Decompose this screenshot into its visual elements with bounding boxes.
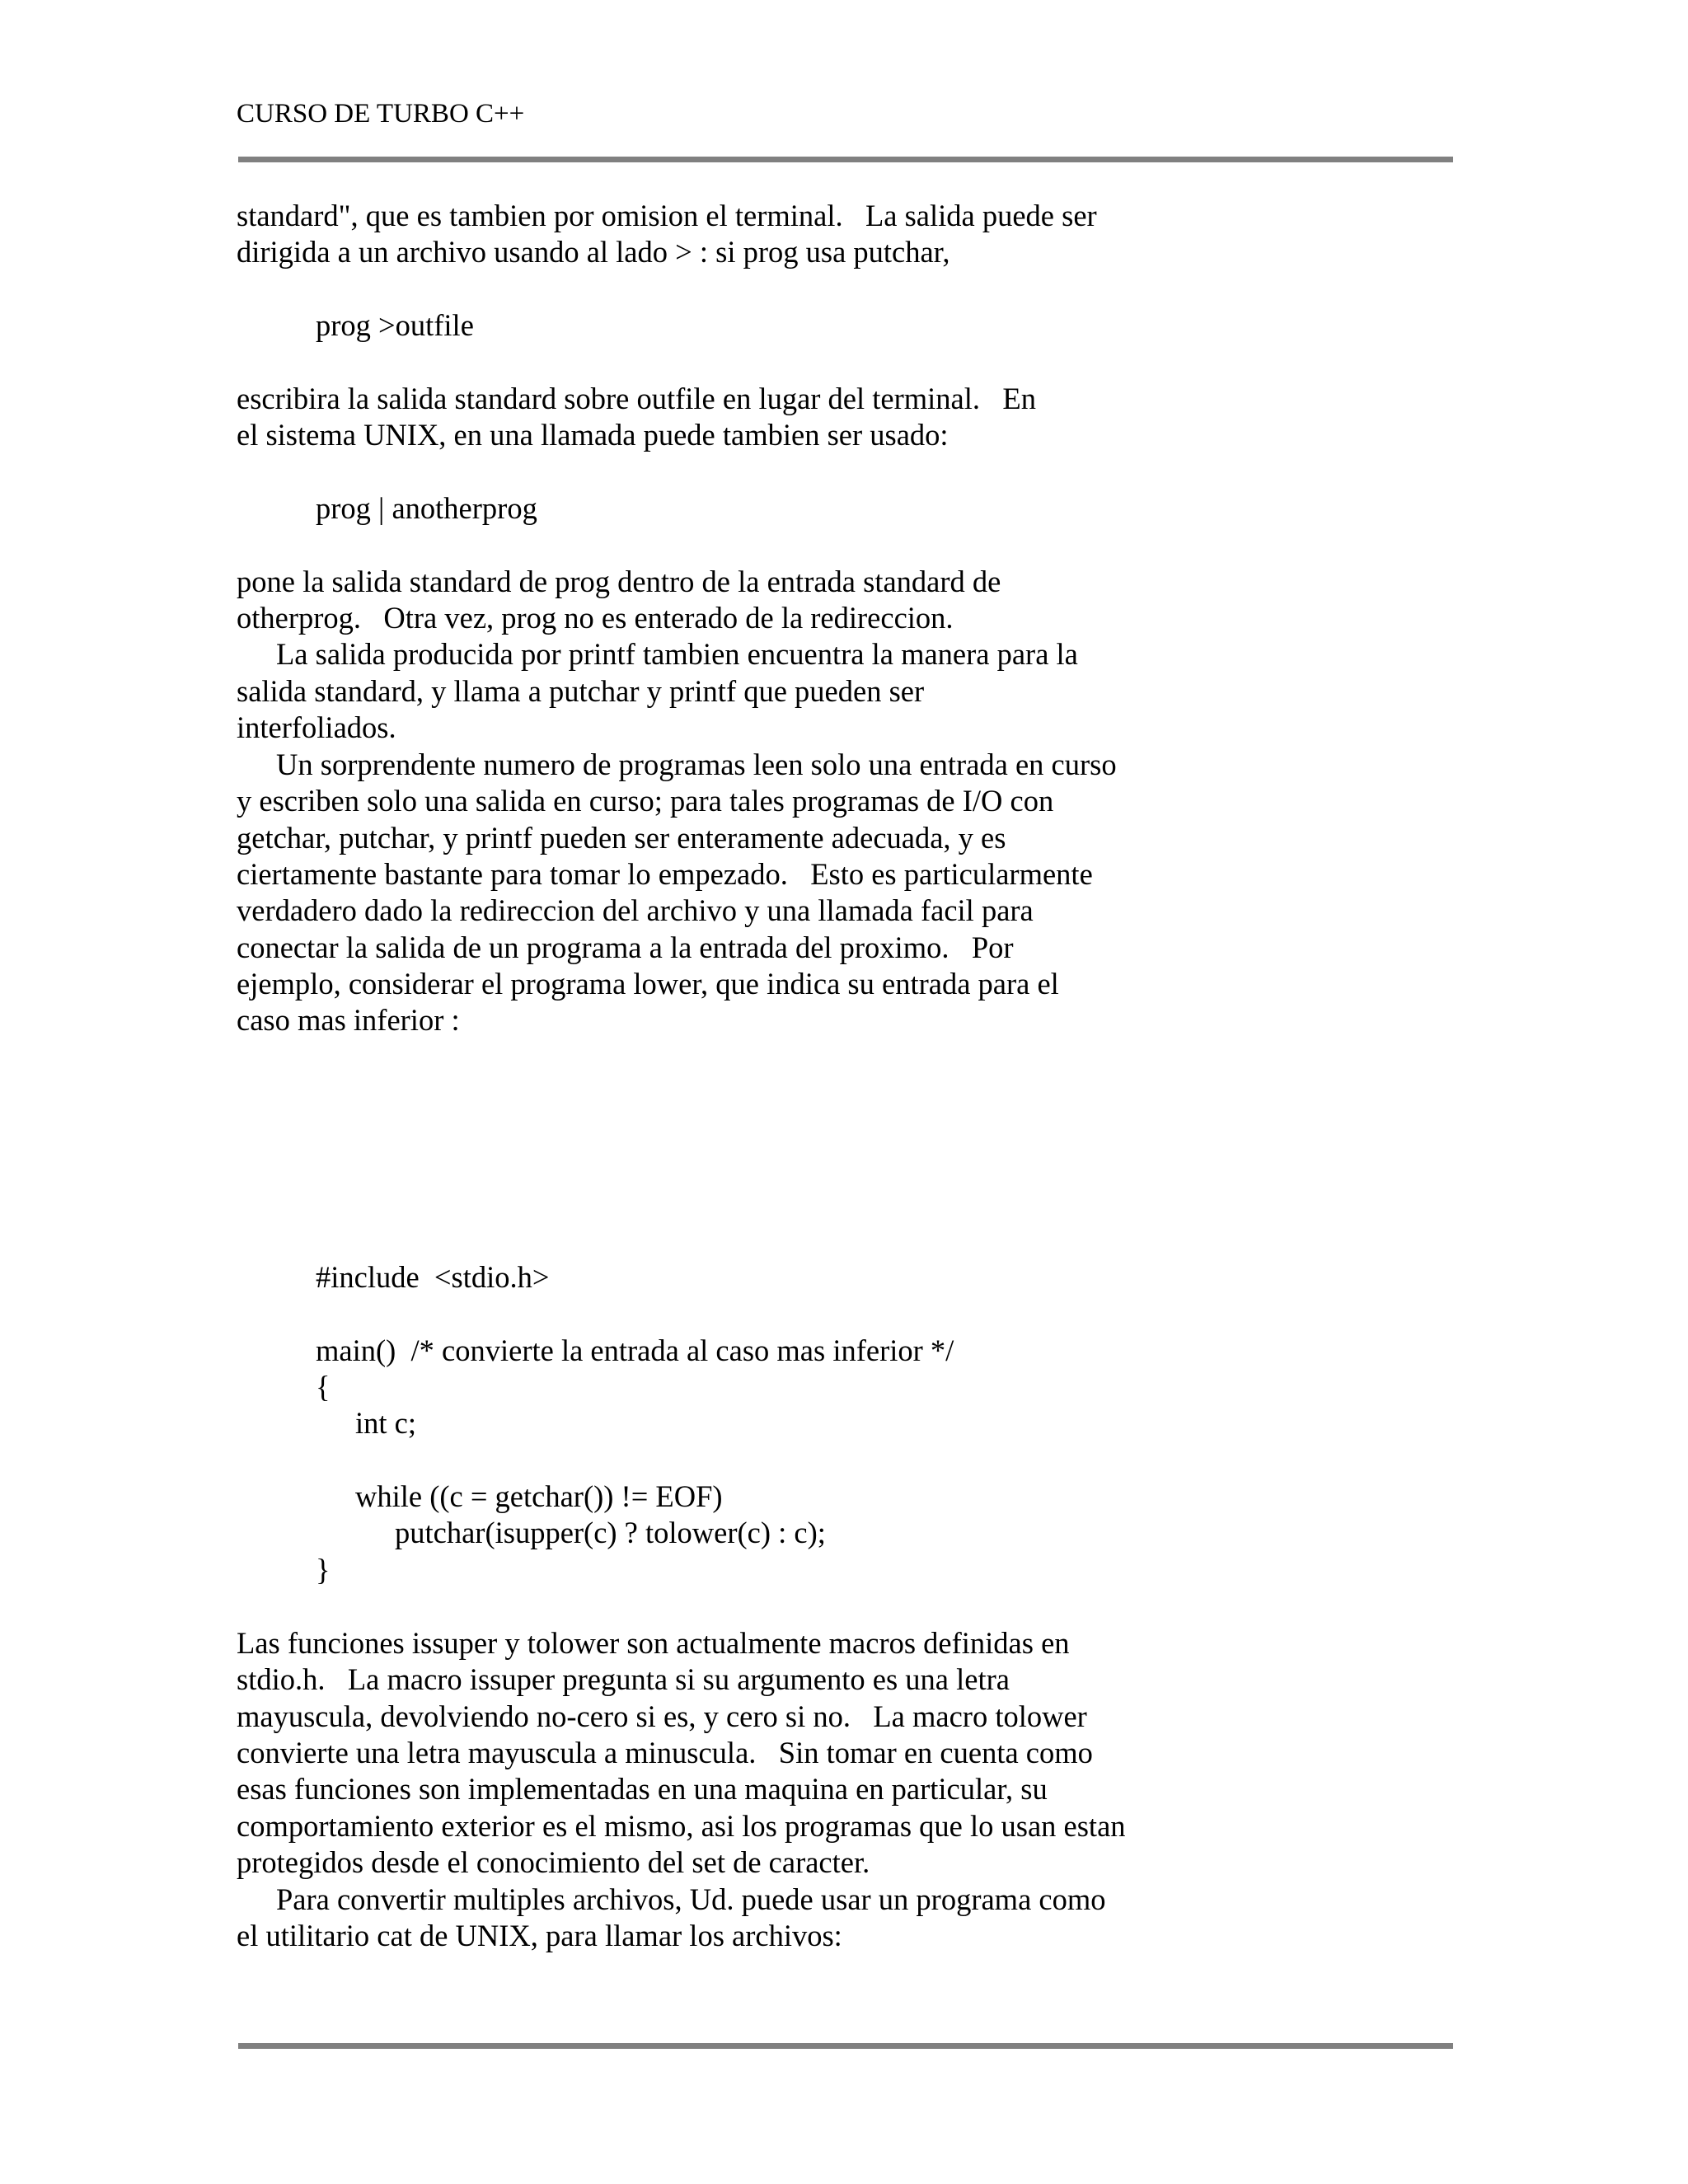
text-line: protegidos desde el conocimiento del set de caracter. (237, 1845, 870, 1879)
text-line: Un sorprendente numero de programas leen solo una entrada en curso (276, 748, 1117, 781)
text-line: standard", que es tambien por omision el terminal. La salida puede ser (237, 199, 1097, 232)
text-line: escribira la salida standard sobre outfile en lugar del terminal. En (237, 382, 1036, 415)
text-line: La salida producida por printf tambien encuentra la manera para la (276, 637, 1078, 671)
text-line: verdadero dado la redireccion del archivo y una llamada facil para (237, 893, 1034, 927)
code-line: while ((c = getchar()) != EOF) (355, 1479, 723, 1513)
code-line: prog >outfile (316, 308, 474, 342)
text-line: ejemplo, considerar el programa lower, que indica su entrada para el (237, 967, 1059, 1001)
text-line: Las funciones issuper y tolower son actualmente macros definidas en (237, 1626, 1070, 1660)
code-line: { (316, 1370, 331, 1404)
code-line: int c; (355, 1406, 416, 1440)
code-line: #include <stdio.h> (316, 1260, 550, 1294)
text-line: getchar, putchar, y printf pueden ser enteramente adecuada, y es (237, 821, 1006, 855)
text-line: mayuscula, devolviendo no-cero si es, y cero si no. La macro tolower (237, 1699, 1087, 1733)
text-line: convierte una letra mayuscula a minuscula. Sin tomar en cuenta como (237, 1736, 1093, 1769)
text-line: y escriben solo una salida en curso; para tales programas de I/O con (237, 784, 1054, 818)
code-line: putchar(isupper(c) ? tolower(c) : c); (395, 1516, 826, 1549)
code-line: prog | anotherprog (316, 491, 537, 525)
header-rule (238, 157, 1453, 162)
text-line: ciertamente bastante para tomar lo empezado. Esto es particularmente (237, 857, 1093, 891)
text-line: caso mas inferior : (237, 1003, 460, 1037)
text-line: otherprog. Otra vez, prog no es enterado de la redireccion. (237, 601, 954, 635)
code-line: main() /* convierte la entrada al caso mas inferior */ (316, 1333, 954, 1367)
text-line: el sistema UNIX, en una llamada puede tambien ser usado: (237, 418, 949, 452)
text-line: esas funciones son implementadas en una maquina en particular, su (237, 1772, 1048, 1806)
running-header: CURSO DE TURBO C++ (237, 99, 525, 129)
text-line: stdio.h. La macro issuper pregunta si su argumento es una letra (237, 1662, 1010, 1696)
text-line: pone la salida standard de prog dentro de la entrada standard de (237, 565, 1001, 598)
text-line: salida standard, y llama a putchar y printf que pueden ser (237, 674, 925, 708)
text-line: dirigida a un archivo usando al lado > : si prog usa putchar, (237, 235, 950, 269)
code-line: } (316, 1553, 331, 1586)
text-line: conectar la salida de un programa a la entrada del proximo. Por (237, 930, 1014, 964)
text-line: el utilitario cat de UNIX, para llamar los archivos: (237, 1919, 842, 1952)
text-line: interfoliados. (237, 710, 396, 744)
text-line: comportamiento exterior es el mismo, asi los programas que lo usan estan (237, 1809, 1126, 1843)
footer-rule (238, 2043, 1453, 2049)
text-line: Para convertir multiples archivos, Ud. puede usar un programa como (276, 1882, 1106, 1916)
